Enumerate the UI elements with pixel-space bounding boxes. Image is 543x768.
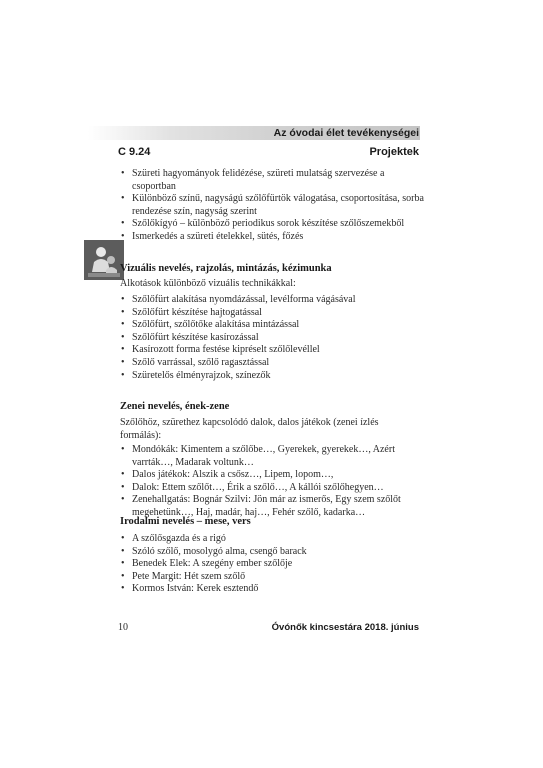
list-item: • Ismerkedés a szüreti ételekkel, sütés, főzés xyxy=(120,231,424,244)
children-illustration xyxy=(84,240,124,280)
intro-list xyxy=(120,168,424,244)
list-item: • Kasírozott forma festése kipréselt szőlőlevéllel xyxy=(120,344,424,357)
page-number: 10 xyxy=(118,622,128,633)
list-item: • Mondókák: Kimentem a szőlőbe…, Gyerekek, gyerekek…, Azért varrták…, Madarak voltunk… xyxy=(120,444,424,469)
publication-footer: Óvónők kincsestára 2018. június xyxy=(271,622,419,633)
list-item: • Különböző színű, nagyságú szőlőfürtök válogatása, csoportosítása, sorba rendezése szín, nagyság szerint xyxy=(120,193,424,218)
section-heading-music: Zenei nevelés, ének-zene xyxy=(120,401,230,412)
list-item: • Dalos játékok: Alszik a csősz…, Lipem, lopom…, xyxy=(120,469,424,482)
list-item: • Szőlőfürt készítése kasírozással xyxy=(120,332,424,345)
visual-list xyxy=(120,294,424,382)
section-heading-literature: Irodalmi nevelés – mese, vers xyxy=(120,516,251,527)
list-item: • Pete Margit: Hét szem szőlő xyxy=(120,571,424,584)
list-item: • Szüretelős élményrajzok, színezők xyxy=(120,370,424,383)
music-list xyxy=(120,444,424,520)
section-category: Projektek xyxy=(369,146,419,158)
list-item: • Szóló szőlő, mosolygó alma, csengő barack xyxy=(120,546,424,559)
list-item: • Szőlő varrással, szőlő ragasztással xyxy=(120,357,424,370)
section-intro-music: Szőlőhöz, szürethez kapcsolódó dalok, dalos játékok (zenei ízlés formálás): xyxy=(120,417,379,441)
list-item: • Kormos István: Kerek esztendő xyxy=(120,583,424,596)
list-item: • A szőlősgazda és a rigó xyxy=(120,533,424,546)
list-item: • Szőlőfürt alakítása nyomdázással, levélforma vágásával xyxy=(120,294,424,307)
list-item: • Dalok: Ettem szőlőt…, Érik a szőlő…, A kállói szőlőhegyen… xyxy=(120,482,424,495)
list-item: • Zenehallgatás: Bognár Szilvi: Jön már az ismerős, Egy szem szőlőt megehetünk…, Haj, madár, haj…, Fehér szőlő, kadarka… xyxy=(120,494,424,519)
section-code: C 9.24 xyxy=(118,146,151,158)
literature-list xyxy=(120,533,424,596)
list-item: • Szüreti hagyományok felidézése, szüreti mulatság szervezése a csoportban xyxy=(120,168,424,193)
list-item: • Szőlőkígyó – különböző periodikus sorok készítése szőlőszemekből xyxy=(120,218,424,231)
list-item: • Szőlőfürt, szőlőtőke alakítása mintázással xyxy=(120,319,424,332)
section-intro-visual: Alkotások különböző vizuális technikákkal: xyxy=(120,278,296,289)
list-item: • Szőlőfürt készítése hajtogatással xyxy=(120,307,424,320)
section-heading-visual: Vizuális nevelés, rajzolás, mintázás, kézimunka xyxy=(120,263,332,274)
running-title: Az óvodai élet tevékenységei xyxy=(273,127,419,139)
list-item: • Benedek Elek: A szegény ember szőlője xyxy=(120,558,424,571)
